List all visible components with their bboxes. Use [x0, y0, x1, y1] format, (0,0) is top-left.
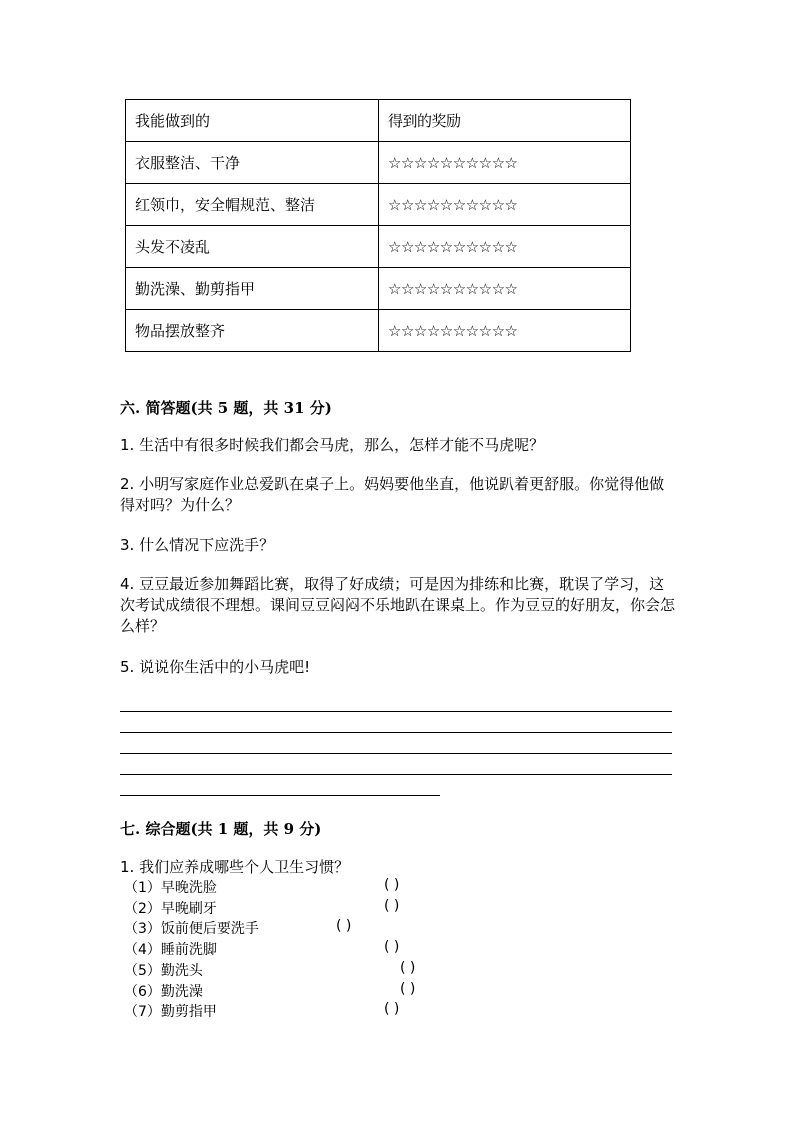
table-row	[126, 226, 631, 268]
table-row	[126, 268, 631, 310]
table-row	[126, 310, 631, 352]
answer-blank[interactable]: ( )	[400, 960, 416, 976]
answer-blank[interactable]: ( )	[336, 918, 352, 934]
answer-line[interactable]	[120, 753, 672, 754]
star-rating-cell: ☆☆☆☆☆☆☆☆☆☆	[379, 310, 631, 352]
habit-item-label: （7）勤剪指甲	[124, 1004, 217, 1020]
habit-item-label: （3）饭前便后要洗手	[124, 921, 259, 937]
section-7-question: 1. 我们应养成哪些个人卫生习惯？	[120, 858, 350, 876]
habit-item-label: （2）早晚刷牙	[124, 901, 217, 917]
star-rating-cell: ☆☆☆☆☆☆☆☆☆☆	[379, 226, 631, 268]
answer-line[interactable]	[120, 774, 672, 775]
habit-item-label: （1）早晚洗脸	[124, 880, 217, 896]
habit-item-label: （5）勤洗头	[124, 963, 203, 979]
question-5: 5. 说说你生活中的小马虎吧!	[120, 658, 311, 676]
header-cell-reward: 得到的奖励	[379, 100, 631, 142]
item-cell: 头发不凌乱	[126, 226, 379, 268]
answer-blank[interactable]: ( )	[400, 981, 416, 997]
question-2: 2. 小明写家庭作业总爱趴在桌子上。妈妈要他坐直，他说趴着更舒服。你觉得他做得对吗？为什么？	[120, 475, 665, 514]
item-cell: 红领巾，安全帽规范、整洁	[126, 184, 379, 226]
answer-blank[interactable]: ( )	[384, 877, 400, 893]
question-1: 1. 生活中有很多时候我们都会马虎，那么，怎样才能不马虎呢？	[120, 436, 545, 454]
section-7-title: 七. 综合题(共 1 题，共 9 分)	[120, 820, 322, 838]
habit-item-label: （6）勤洗澡	[124, 984, 203, 1000]
table-header-row	[126, 100, 631, 142]
reward-table	[125, 99, 631, 352]
section-6-title: 六. 简答题(共 5 题，共 31 分)	[120, 399, 332, 417]
answer-blank[interactable]: ( )	[384, 939, 400, 955]
table-row	[126, 142, 631, 184]
star-rating-cell: ☆☆☆☆☆☆☆☆☆☆	[379, 184, 631, 226]
answer-line[interactable]	[120, 732, 672, 733]
answer-blank[interactable]: ( )	[384, 898, 400, 914]
table-row	[126, 184, 631, 226]
star-rating-cell: ☆☆☆☆☆☆☆☆☆☆	[379, 268, 631, 310]
item-cell: 勤洗澡、勤剪指甲	[126, 268, 379, 310]
habit-item-label: （4）睡前洗脚	[124, 942, 217, 958]
header-cell-can-do: 我能做到的	[126, 100, 379, 142]
answer-line[interactable]	[120, 795, 440, 796]
item-cell: 物品摆放整齐	[126, 310, 379, 352]
star-rating-cell: ☆☆☆☆☆☆☆☆☆☆	[379, 142, 631, 184]
question-4: 4. 豆豆最近参加舞蹈比赛，取得了好成绩；可是因为排练和比赛，耽误了学习，这次考试成绩很不理想。课间豆豆闷闷不乐地趴在课桌上。作为豆豆的好朋友，你会怎么样？	[120, 575, 676, 635]
answer-line[interactable]	[120, 711, 672, 712]
question-3: 3. 什么情况下应洗手？	[120, 536, 275, 554]
answer-blank[interactable]: ( )	[384, 1001, 400, 1017]
item-cell: 衣服整洁、干净	[126, 142, 379, 184]
